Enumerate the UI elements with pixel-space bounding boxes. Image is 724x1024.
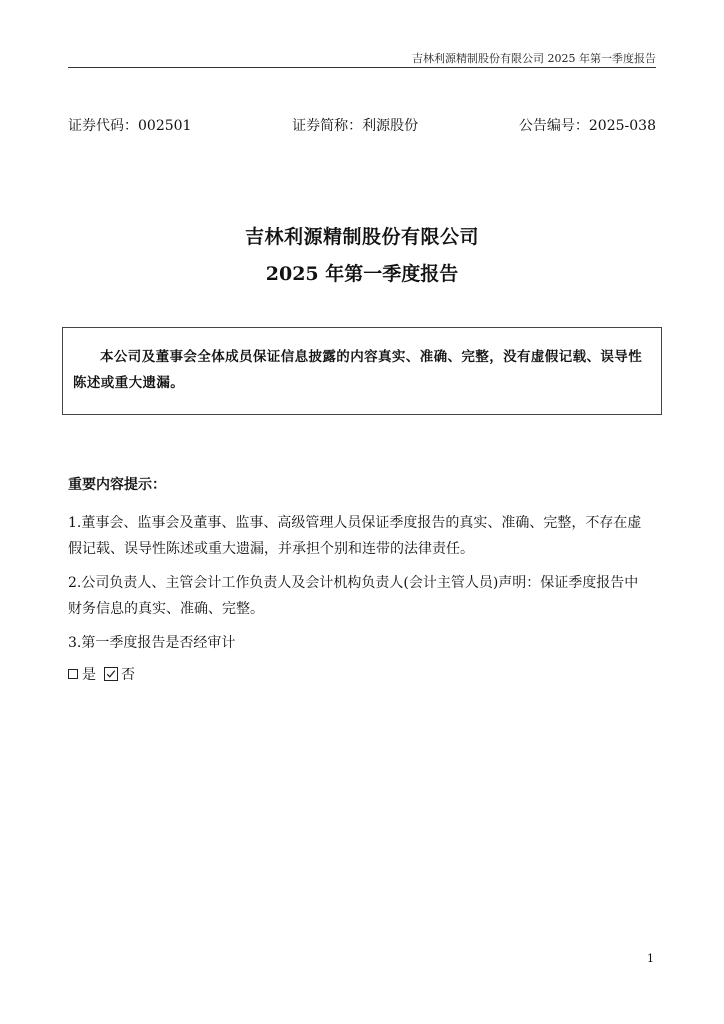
audit-yes-label: 是 [82,667,96,683]
important-heading: 重要内容提示： [68,477,166,493]
meta-row [68,115,656,135]
important-item-2: 2.公司负责人、主管会计工作负责人及会计机构负责人(会计主管人员)声明：保证季度报告中财务信息的真实、准确、完整。 [68,575,639,617]
announcement-number: 公告编号：2025-038 [518,118,656,134]
checkmark-icon [105,668,117,680]
company-title: 吉林利源精制股份有限公司 [244,226,479,248]
audit-no-checkbox[interactable] [104,667,118,681]
running-header: 吉林利源精制股份有限公司 2025 年第一季度报告 [412,52,656,65]
security-code: 证券代码：002501 [68,118,192,134]
header-rule [68,67,656,68]
important-item-1: 1.董事会、监事会及董事、监事、高级管理人员保证季度报告的真实、准确、完整，不存在虚假记载、误导性陈述或重大遗漏，并承担个别和连带的法律责任。 [68,515,642,557]
notice-text: 本公司及董事会全体成员保证信息披露的内容真实、准确、完整，没有虚假记载、误导性陈述或重大遗漏。 [73,349,643,391]
audit-options [68,664,652,684]
audit-no-label: 否 [121,667,135,683]
important-item-3: 3.第一季度报告是否经审计 [68,635,236,651]
notice-box [62,327,662,415]
important-section [68,474,652,684]
report-title: 2025 年第一季度报告 [265,263,459,285]
audit-yes-checkbox[interactable] [68,669,78,679]
security-short-name: 证券简称：利源股份 [292,118,419,134]
page-number: 1 [647,952,654,965]
title-block [0,222,724,286]
